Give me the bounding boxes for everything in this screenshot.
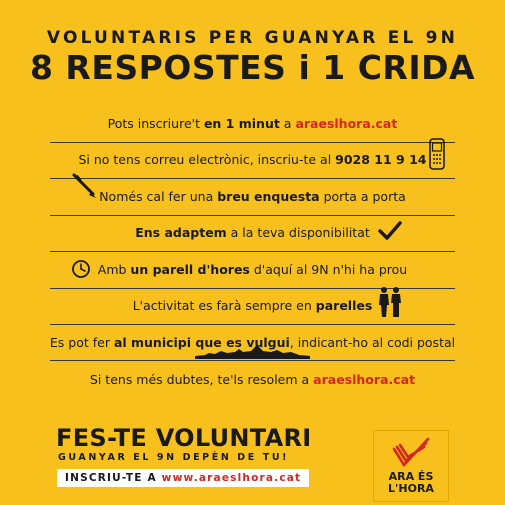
line-text: a la teva disponibilitat	[226, 225, 370, 240]
poster-title: 8 RESPOSTES i 1 CRIDA	[29, 48, 476, 87]
logo-line-1: ARA ÉS	[388, 470, 434, 483]
line-text: L'activitat es farà sempre en	[132, 298, 316, 313]
phone-icon	[428, 138, 446, 170]
footer-subtitle: GUANYAR EL 9N DEPÈN DE TU!	[58, 452, 290, 463]
line-text: , indicant-ho al codi postal	[289, 335, 456, 350]
line-emphasis: un parell d'hores	[130, 262, 250, 277]
divider	[50, 251, 455, 252]
answer-line-3	[40, 189, 465, 204]
phone-number: 9028 11 9 14	[335, 152, 427, 167]
signup-url[interactable]: www.araeslhora.cat	[161, 472, 302, 484]
divider	[50, 360, 455, 361]
answer-line-8	[40, 372, 465, 387]
signup-prefix: INSCRIU-TE A	[65, 472, 162, 484]
site-link[interactable]: araeslhora.cat	[313, 372, 416, 387]
checkmark-icon	[377, 220, 403, 242]
logo-text	[374, 471, 448, 495]
signup-banner[interactable]	[57, 469, 309, 487]
answer-line-2	[40, 152, 465, 167]
poster-subtitle: VOLUNTARIS PER GUANYAR EL 9N	[46, 28, 459, 48]
couple-icon	[376, 286, 404, 318]
line-emphasis: en 1 minut	[203, 116, 280, 131]
line-text: Si no tens correu electrònic, inscriu-te al	[78, 152, 336, 167]
line-text: Pots inscriure't	[107, 116, 204, 131]
line-text: Es pot fer	[49, 335, 114, 350]
divider	[50, 178, 455, 179]
ara-es-lhora-logo	[373, 430, 449, 502]
line-text: d'aquí al 9N n'hi ha prou	[249, 262, 408, 277]
line-emphasis: al municipi que es vulgui	[113, 335, 290, 350]
answer-line-5	[40, 262, 465, 277]
line-text: a	[279, 116, 296, 131]
town-skyline-icon	[195, 343, 310, 359]
site-link[interactable]: araeslhora.cat	[295, 116, 398, 131]
logo-line-2: L'HORA	[388, 482, 434, 495]
line-text: Només cal fer una	[99, 189, 218, 204]
divider	[50, 215, 455, 216]
line-emphasis: breu enquesta	[217, 189, 320, 204]
divider	[50, 142, 455, 143]
divider	[50, 324, 455, 325]
line-text: porta a porta	[319, 189, 406, 204]
line-text: Si tens més dubtes, te'ls resolem a	[89, 372, 314, 387]
line-emphasis: Ens adaptem	[135, 225, 227, 240]
answer-line-1	[40, 116, 465, 131]
logo-check-icon	[388, 435, 434, 471]
footer-title: FES-TE VOLUNTARI	[56, 424, 312, 452]
line-text: Amb	[97, 262, 131, 277]
line-emphasis: parelles	[315, 298, 373, 313]
